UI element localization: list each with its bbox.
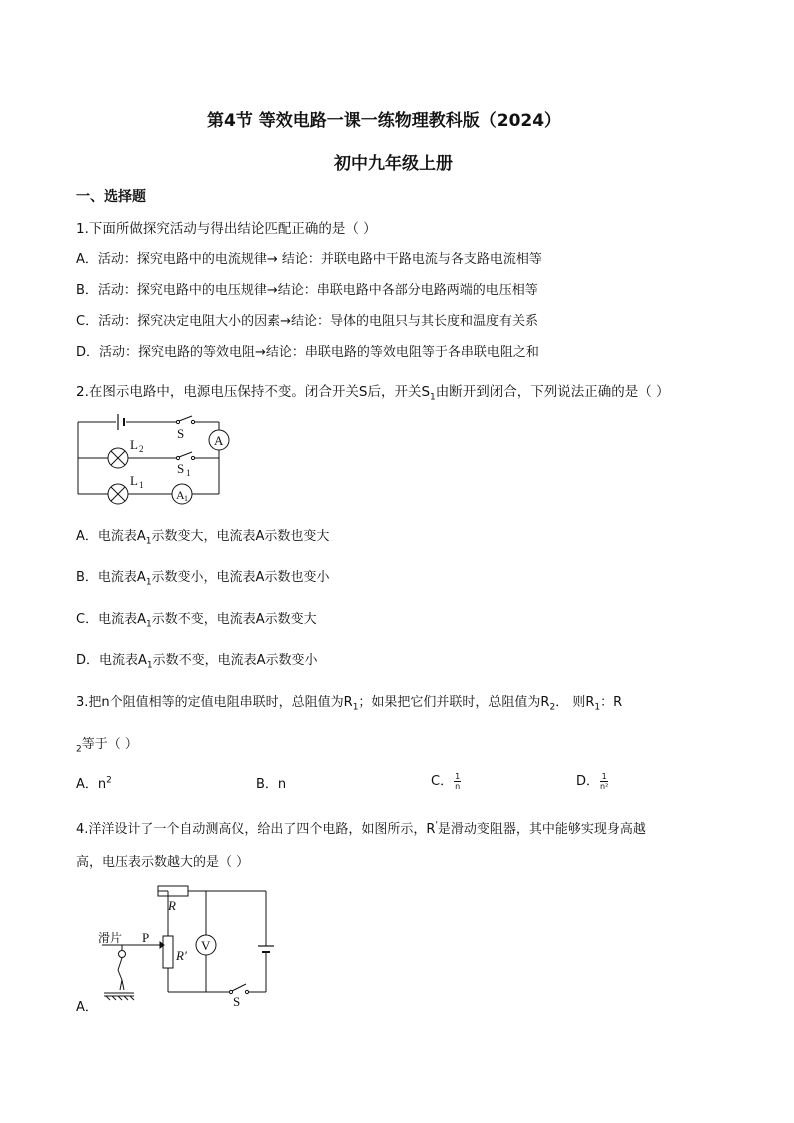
q2-label-a: A [214,433,224,448]
q3-fraction-c: $\frac{1}{n}$ [455,772,461,791]
q1-option-c: C．活动：探究决定电阻大小的因素→结论：导体的电阻只与其长度和温度有关系 [76,314,538,329]
q4-label-p: P [142,930,150,945]
q4-label-s: S [233,994,241,1009]
q2-label-l1: L [130,473,138,488]
q2-stem: 2.在图示电路中，电源电压保持不变。闭合开关S后，开关$S_1$由断开到闭合，下列说法正确的是（ ） [76,384,670,403]
q3-option-b: B．n [256,777,287,792]
q4-label-rprime: R′ [176,948,187,963]
q4-label-slider: 滑片 [98,931,123,945]
document-subtitle: 初中九年级上册 [334,154,453,174]
q2-label-l2: L [130,437,138,452]
q3-stem-line1: 3.把n个阻值相等的定值电阻串联时，总阻值为$R_1$；如果把它们并联时，总阻值为$R_2$． 则$R_1$：R [76,695,623,713]
q2-label-s1: S [177,461,185,476]
q2-label-a1-sub: 1 [184,494,188,503]
q4-circuit-diagram-a [96,880,296,1010]
q2-label-s1-sub: 1 [186,468,191,478]
q2-label-l1-sub: 1 [139,480,144,490]
q3-option-d: D． $\frac{1}{\text{n²}}$ [576,772,609,791]
q1-stem: 1.下面所做探究活动与得出结论匹配正确的是（ ） [76,221,377,237]
q3-stem-line2: $_2$等于（ ） [76,737,138,755]
q2-label-a1: A [176,488,185,502]
q4-label-v: V [201,938,211,953]
q3-option-c: C． $\frac{1}{n}$ [431,772,461,791]
q2-option-c: C．电流表$A_1$示数不变，电流表A示数变大 [76,612,317,630]
q2-option-a: A．电流表$A_1$示数变大，电流表A示数也变大 [76,529,330,547]
q1-option-b: B．活动：探究电路中的电压规律→结论：串联电路中各部分电路两端的电压相等 [76,283,538,298]
section-heading: 一、选择题 [76,189,146,205]
q2-label-l2-sub: 2 [139,444,144,454]
q4-stem-line1: 4.洋洋设计了一个自动测高仪，给出了四个电路，如图所示，R'是滑动变阻器，其中能够实现身高越 [76,820,646,837]
q4-label-r: R [168,898,176,913]
q2-label-s: S [177,426,185,441]
q3-option-a: A．$n^2$ [76,775,112,792]
q4-option-a-label: A． [76,1000,98,1015]
document-title: 第4节 等效电路一课一练物理教科版（2024） [207,111,562,131]
q2-option-b: B．电流表$A_1$示数变小，电流表A示数也变小 [76,570,330,588]
q1-option-a: A．活动：探究电路中的电流规律→ 结论：并联电路中干路电流与各支路电流相等 [76,252,542,267]
q4-stem-line2: 高，电压表示数越大的是（ ） [76,855,250,870]
q1-option-d: D．活动：探究电路的等效电阻→结论：串联电路的等效电阻等于各串联电阻之和 [76,345,539,360]
q2-option-d: D．电流表$A_1$示数不变，电流表A示数变小 [76,653,318,671]
q2-circuit-diagram [72,410,232,510]
q3-fraction-d: $\frac{1}{\text{n²}}$ [600,772,609,791]
